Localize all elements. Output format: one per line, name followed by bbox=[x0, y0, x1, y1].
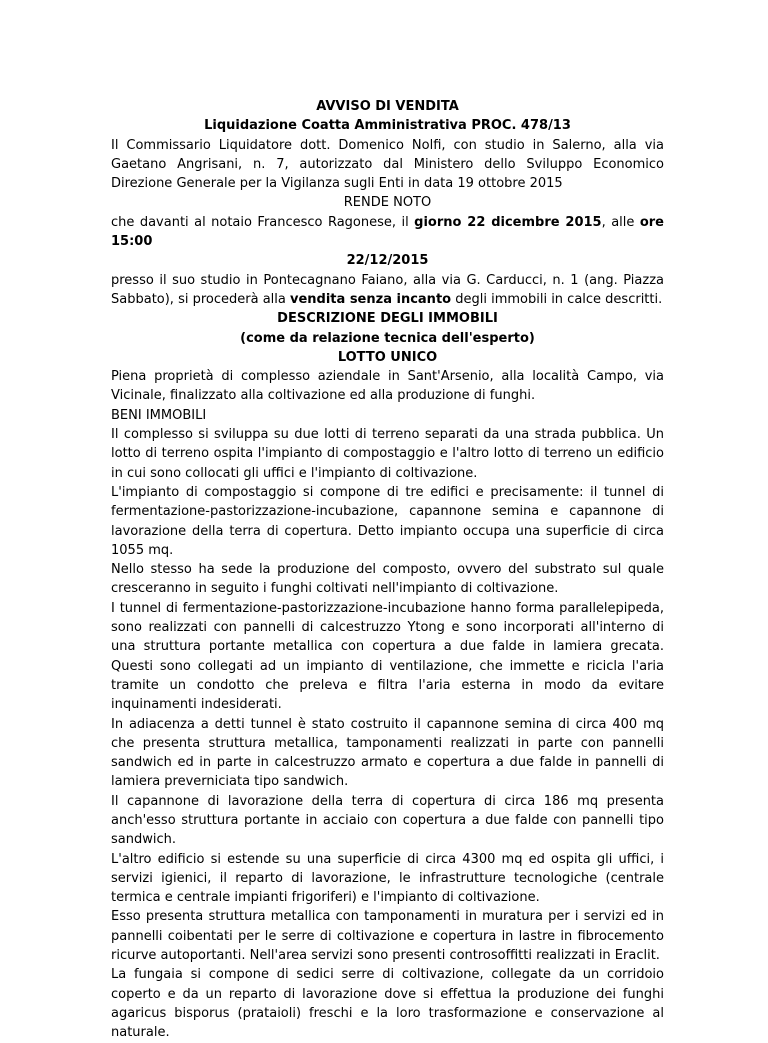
document-subtitle: Liquidazione Coatta Amministrativa PROC. 478/13 bbox=[204, 118, 571, 134]
sale-date: 22/12/2015 bbox=[346, 253, 429, 269]
notary-paragraph: che davanti al notaio Francesco Ragonese, il giorno 22 dicembre 2015, alle ore 15:00 bbox=[111, 214, 664, 250]
description-paragraph: L'impianto di compostaggio si compone di tre edifici e precisamente: il tunnel di fermentazione-pastorizzazione-incubazione, capannone semina e capannone di lavorazione della terra di copertura. Detto impianto occupa una superficie di circa 1055 mq. bbox=[111, 484, 664, 558]
description-paragraph: Nello stesso ha sede la produzione del composto, ovvero del substrato sul quale cresceranno in seguito i funghi coltivati nell'impianto di coltivazione. bbox=[111, 562, 664, 597]
place-paragraph: presso il suo studio in Pontecagnano Faiano, alla via G. Carducci, n. 1 (ang. Piazza Sabbato), si procederà alla vendita senza incanto degli immobili in calce descritti. bbox=[111, 272, 664, 307]
document-title: AVVISO DI VENDITA bbox=[316, 99, 459, 114]
description-paragraph: Il complesso si sviluppa su due lotti di terreno separati da una strada pubblica. Un lotto di terreno ospita l'impianto di compostaggio e l'altro lotto di terreno un edificio in cui sono collocati gli uffici e l'impianto di coltivazione. bbox=[111, 427, 664, 481]
description-paragraph: Esso presenta struttura metallica con tamponamenti in muratura per i servizi ed in pannelli coibentati per le serre di coltivazione e copertura in lastre in fibrocemento ricurve autoportanti. Nell'area servizi sono presenti controsoffitti realizzati in Eraclit. bbox=[111, 909, 664, 964]
description-paragraph: I tunnel di fermentazione-pastorizzazione-incubazione hanno forma parallelepipeda, sono realizzati con pannelli di calcestruzzo Ytong e sono incorporati all'interno di una struttura portante metallica con copertura a due falde in lamiera grecata. Questi sono collegati ad un impianto di ventilazione, che immette e ricicla l'aria tramite un condotto che preleva e filtra l'aria esterna in modo da evitare inquinamenti indesiderati. bbox=[111, 600, 664, 713]
beni-immobili-heading: BENI IMMOBILI bbox=[111, 407, 207, 423]
document-page bbox=[111, 97, 664, 1043]
intro-paragraph: Il Commissario Liquidatore dott. Domenico Nolfi, con studio in Salerno, alla via Gaetano Angrisani, n. 7, autorizzato dal Ministero dello Sviluppo Economico Direzione Generale per la Vigilanza sugli Enti in data 19 ottobre 2015 bbox=[111, 137, 664, 192]
description-paragraph: La fungaia si compone di sedici serre di coltivazione, collegate da un corridoio coperto e da un reparto di lavorazione dove si effettua la produzione dei funghi agaricus bisporus (prataioli) freschi e la loro trasformazione e conservazione al naturale. bbox=[111, 967, 664, 1041]
section-subtitle: (come da relazione tecnica dell'esperto) bbox=[240, 330, 535, 346]
description-paragraph: Il capannone di lavorazione della terra di copertura di circa 186 mq presenta anch'esso struttura portante in acciaio con copertura a due falde con pannelli tipo sandwich. bbox=[111, 793, 664, 848]
description-paragraph: L'altro edificio si estende su una superficie di circa 4300 mq ed ospita gli uffici, i servizi igienici, il reparto di lavorazione, le infrastrutture tecnologiche (centrale termica e centrale impianti frigoriferi) e l'impianto di coltivazione. bbox=[111, 851, 664, 906]
description-paragraph: Piena proprietà di complesso aziendale in Sant'Arsenio, alla località Campo, via Vicinale, finalizzato alla coltivazione ed alla produzione di funghi. bbox=[111, 369, 664, 404]
section-title: DESCRIZIONE DEGLI IMMOBILI bbox=[277, 311, 498, 327]
lot-heading: LOTTO UNICO bbox=[337, 349, 438, 365]
description-paragraph: In adiacenza a detti tunnel è stato costruito il capannone semina di circa 400 mq che presenta struttura metallica, tamponamenti realizzati in parte con pannelli sandwich ed in parte in calcestruzzo armato e copertura a due falde in pannelli di lamiera preverniciata tipo sandwich. bbox=[111, 716, 664, 790]
rende-noto-heading: RENDE NOTO bbox=[343, 195, 432, 211]
